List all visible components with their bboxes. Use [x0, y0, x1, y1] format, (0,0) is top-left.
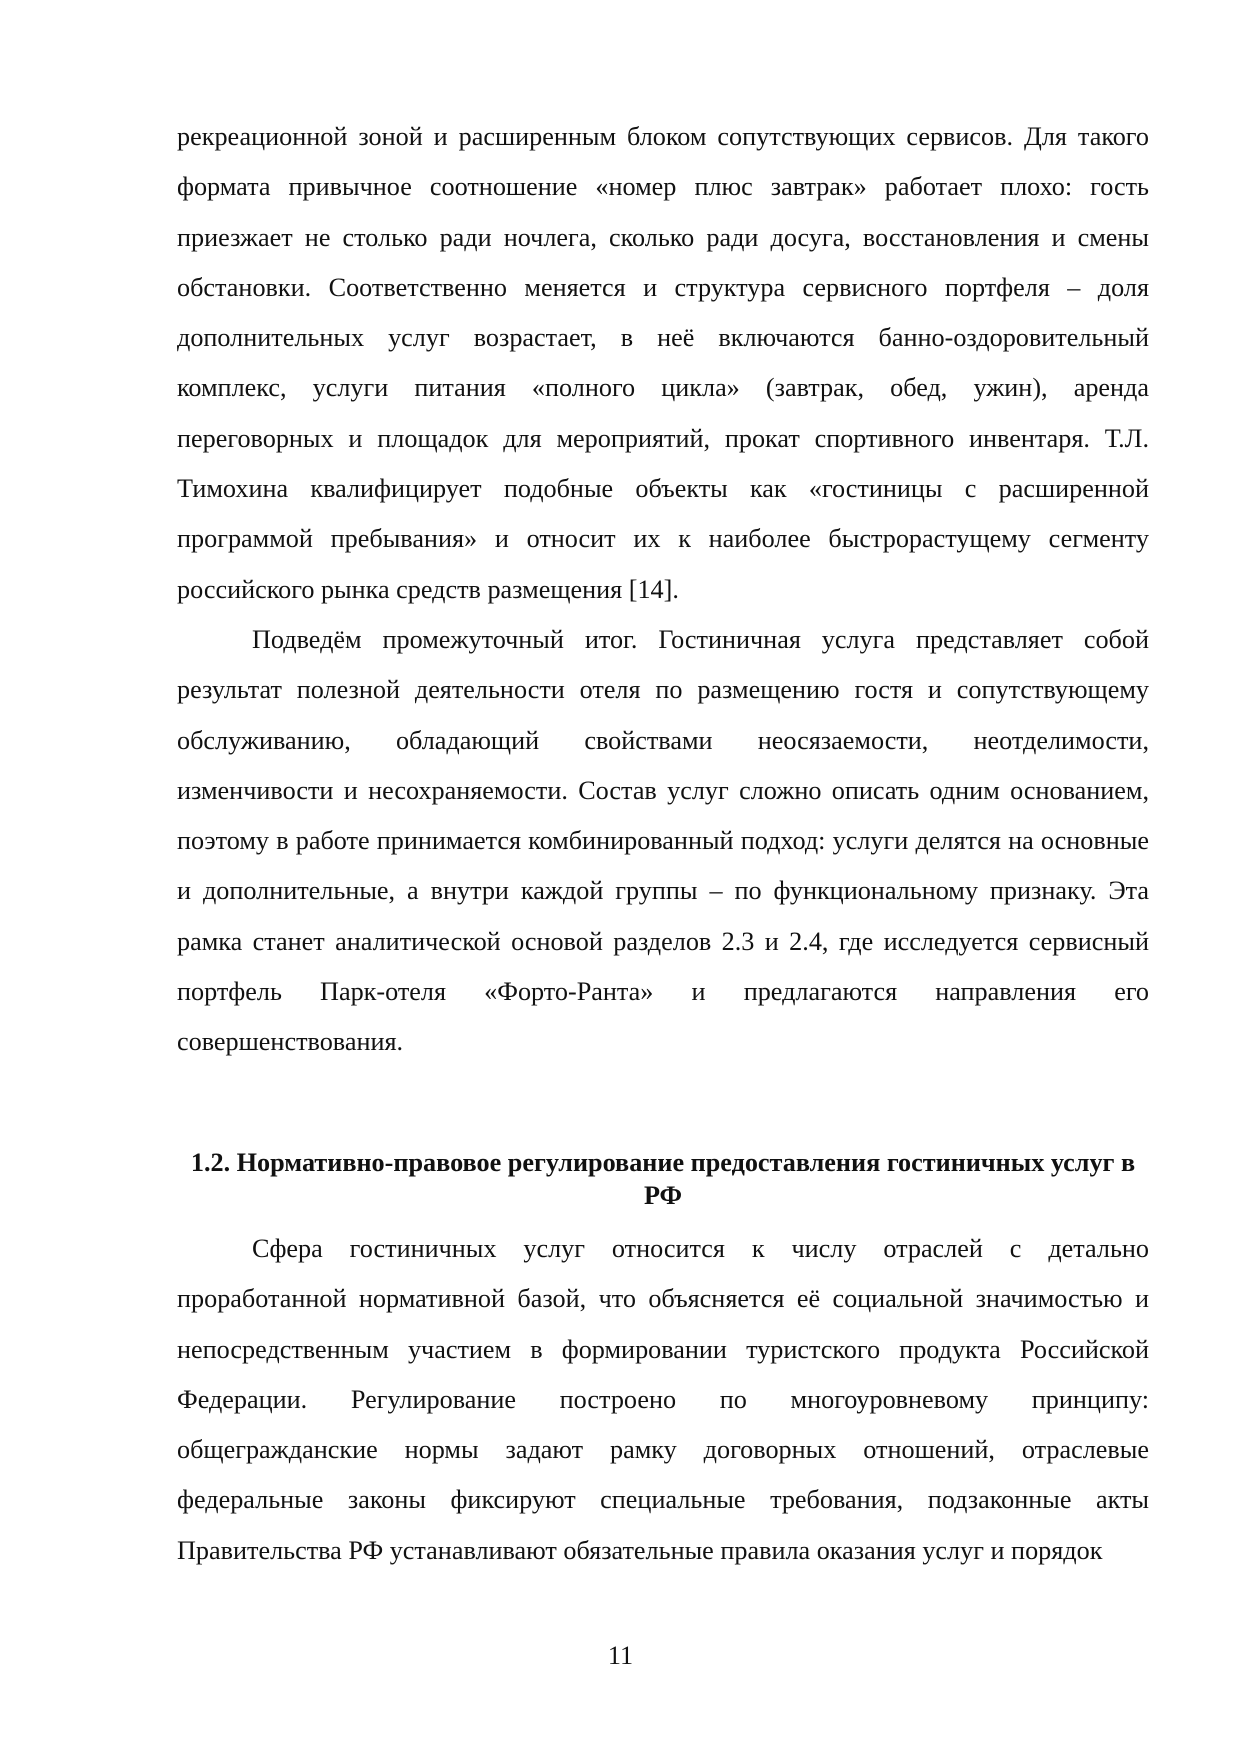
section-heading: 1.2. Нормативно-правовое регулирование предоставления гостиничных услуг в РФ	[190, 1148, 1136, 1210]
page-number: 11	[607, 1641, 634, 1670]
paragraph-summary: Подведём промежуточный итог. Гостиничная услуга представляет собой результат полезной деятельности отеля по размещению гостя и сопутствующему обслуживанию, обладающий свойствами неосязаемости, неотделимости, изменчивости и несохраняемости. Состав услуг сложно описать одним основанием, поэтому в работе принимается комбинированный подход: услуги делятся на основные и дополнительные, а внутри каждой группы – по функциональному признаку. Эта рамка станет аналитической основой разделов 2.3 и 2.4, где исследуется сервисный портфель Парк-отеля «Форто-Ранта» и предлагаются направления его совершенствования.	[177, 624, 1149, 1057]
text-block-top	[177, 112, 1149, 1068]
text-block-bottom	[177, 1224, 1149, 1576]
paragraph-continuation: рекреационной зоной и расширенным блоком сопутствующих сервисов. Для такого формата привычное соотношение «номер плюс завтрак» работает плохо: гость приезжает не столько ради ночлега, сколько ради досуга, восстановления и смены обстановки. Соответственно меняется и структура сервисного портфеля – доля дополнительных услуг возрастает, в неё включаются банно-оздоровительный комплекс, услуги питания «полного цикла» (завтрак, обед, ужин), аренда переговорных и площадок для мероприятий, прокат спортивного инвентаря. Т.Л. Тимохина квалифицирует подобные объекты как «гостиницы с расширенной программой пребывания» и относит их к наиболее быстрорастущему сегменту российского рынка средств размещения [14].	[177, 122, 1149, 604]
paragraph-regulation: Сфера гостиничных услуг относится к числу отраслей с детально проработанной нормативной базой, что объясняется её социальной значимостью и непосредственным участием в формировании туристского продукта Российской Федерации. Регулирование построено по многоуровневому принципу: общегражданские нормы задают рамку договорных отношений, отраслевые федеральные законы фиксируют специальные требования, подзаконные акты Правительства РФ устанавливают обязательные правила оказания услуг и порядок	[177, 1234, 1149, 1565]
